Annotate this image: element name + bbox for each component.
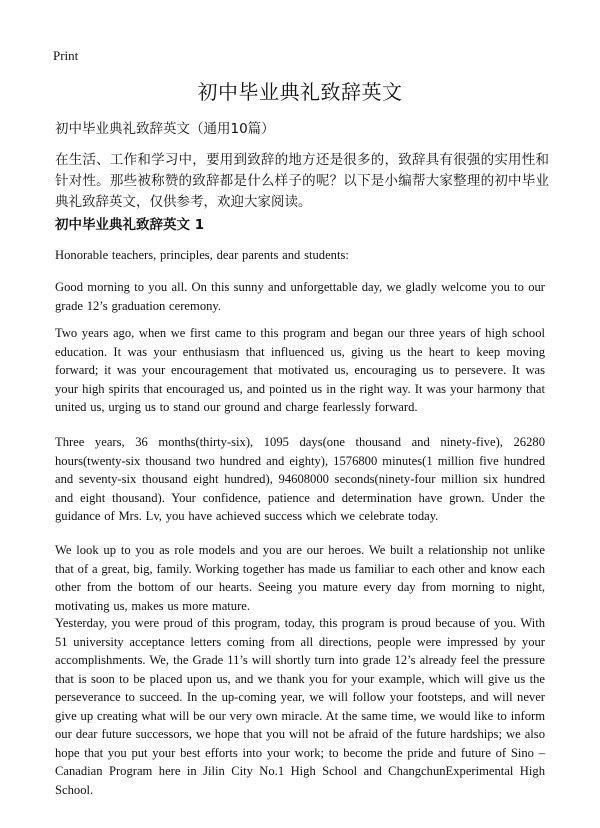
body-paragraph-greeting: Honorable teachers, principles, dear parents and students: [55,248,349,262]
body-paragraph: Good morning to you all. On this sunny and unforgettable day, we gladly welcome you to our grade 12’s graduation ceremony. [55,280,545,313]
section-heading: 初中毕业典礼致辞英文 1 [55,217,205,233]
body-paragraph: We look up to you as role models and you are our heroes. We built a relationship not unlike that of a great, big, family. Working together has made us familiar to each other and know each other from the bottom of our hearts. Seeing you mature every day from morning to night, motivating us, makes us more mature. [55,543,545,613]
body-paragraph: Yesterday, you were proud of this program, today, this program is proud because of you. With 51 university acceptance letters coming from all directions, people were impressed by your accomplishments. We, the Grade 11’s will shortly turn into grade 12’s already feel the pressure that is soon to be placed upon us, and we thank you for your example, which will give us the perseverance to succeed. In the up-coming year, we will follow your footsteps, and will never give up creating what will be our very own miracle. At the same time, we would like to inform our dear future successors, we hope that you will not be afraid of the future hardships; we also hope that you put your best efforts into your work; to become the pride and future of Sino – Canadian Program here in Jilin City No.1 High School and ChangchunExperimental High School. [55,616,545,797]
body-paragraph: Two years ago, when we first came to this program and began our three years of high school education. It was your enthusiasm that influenced us, giving us the heart to keep moving forward; it was your encouragement that motivated us, encouraging us to persevere. It was your high spirits that encouraged us, and pointed us in the right way. It was your harmony that united us, urging us to stand our ground and charge fearlessly forward. [55,326,545,414]
document-subtitle: 初中毕业典礼致辞英文（通用10篇） [55,121,275,137]
intro-paragraph: 在生活、工作和学习中，要用到致辞的地方还是很多的，致辞具有很强的实用性和针对性。那些被称赞的致辞都是什么样子的呢？以下是小编帮大家整理的初中毕业典礼致辞英文，仅供参考，欢迎大家阅读。 [55,152,549,210]
body-paragraph: Three years, 36 months(thirty-six), 1095 days(one thousand and ninety-five), 26280 hours(twenty-six thousand two hundred and eighty), 1576800 minutes(1 million five hundred and seventy-six thousand eight hundred), 94608000 seconds(ninety-four million six hundred and eight thousand). Your confidence, patience and determination have grown. Under the guidance of Mrs. Lv, you have achieved success which we celebrate today. [55,435,545,523]
print-link[interactable]: Print [53,48,79,63]
page-title: 初中毕业典礼致辞英文 [197,80,403,104]
